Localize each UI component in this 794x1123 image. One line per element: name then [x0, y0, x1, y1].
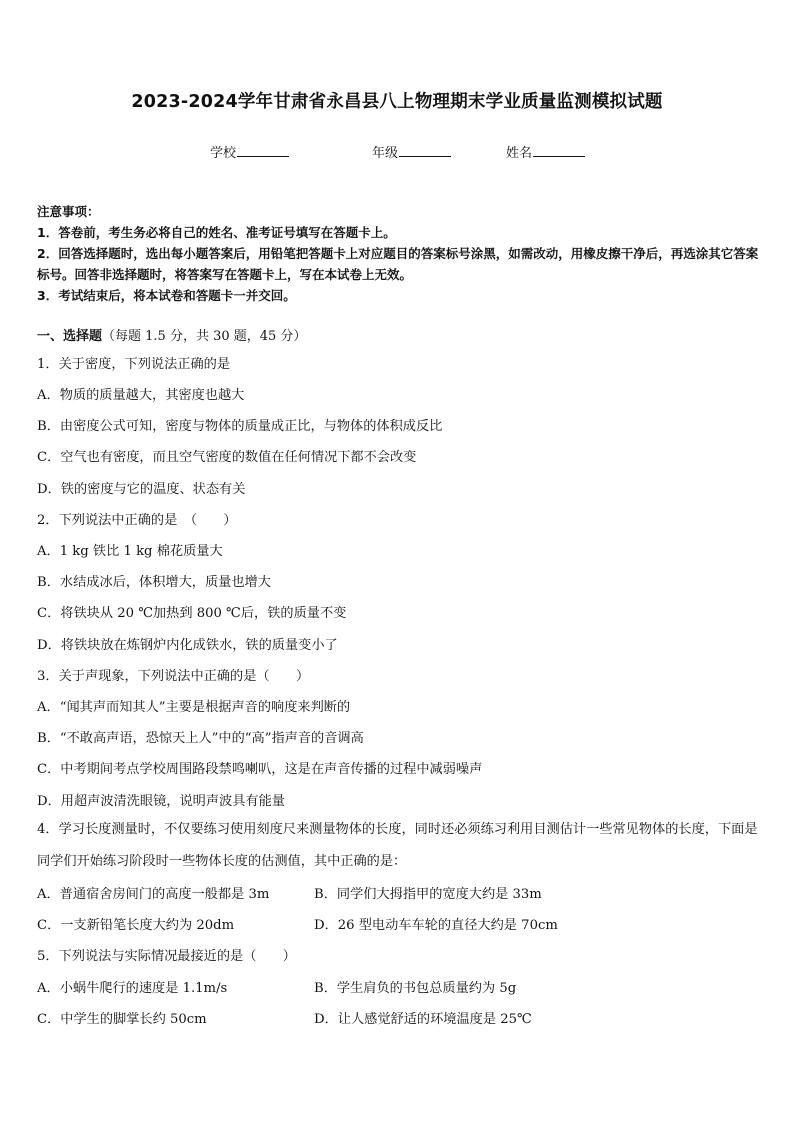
section-detail: （每题 1.5 分，共 30 题，45 分）	[102, 329, 307, 344]
question-3-option-c: C．中考期间考点学校周围路段禁鸣喇叭，这是在声音传播的过程中减弱噪声	[37, 762, 483, 777]
school-label: 学校	[210, 146, 237, 161]
grade-blank	[399, 144, 451, 157]
question-1-option-a: A．物质的质量越大，其密度也越大	[37, 388, 245, 403]
question-3-option-d: D．用超声波清洗眼镜，说明声波具有能量	[37, 794, 285, 809]
question-4-option-b: B．同学们大拇指甲的宽度大约是 33m	[314, 887, 542, 902]
question-1-option-d: D．铁的密度与它的温度、状态有关	[37, 482, 246, 497]
grade-field	[372, 142, 451, 161]
grade-label: 年级	[372, 146, 399, 161]
question-5-option-c: C．中学生的脚掌长约 50cm	[37, 1012, 207, 1027]
question-5-stem: 5．下列说法与实际情况最接近的是（ ）	[37, 949, 296, 964]
exam-title: 2023-2024学年甘肃省永昌县八上物理期末学业质量监测模拟试题	[131, 92, 663, 112]
question-3-option-a: A．“闻其声而知其人”主要是根据声音的响度来判断的	[37, 700, 351, 715]
question-3-option-b: B．“不敢高声语，恐惊天上人”中的“高”指声音的音调高	[37, 731, 364, 746]
question-5-option-b: B．学生肩负的书包总质量约为 5g	[314, 981, 517, 996]
question-4-option-a: A．普通宿舍房间门的高度一般都是 3m	[37, 887, 270, 902]
notes-heading: 注意事项：	[37, 204, 100, 219]
question-5-option-a: A．小蜗牛爬行的速度是 1.1m/s	[37, 981, 228, 996]
question-3-stem: 3．关于声现象，下列说法中正确的是（ ）	[37, 669, 310, 684]
question-4-stem: 4．学习长度测量时，不仅要练习使用刻度尺来测量物体的长度，同时还必须练习利用目测估计一些常见物体的长度，下面是同学们开始练习阶段时一些物体长度的估测值，其中正确的是：	[37, 822, 758, 869]
question-2-option-d: D．将铁块放在炼钢炉内化成铁水，铁的质量变小了	[37, 638, 338, 653]
question-2-option-a: A．1 kg 铁比 1 kg 棉花质量大	[37, 544, 223, 559]
question-4-option-c: C．一支新铅笔长度大约为 20dm	[37, 918, 235, 933]
note-item: 2．回答选择题时，选出每小题答案后，用铅笔把答题卡上对应题目的答案标号涂黑，如需改动，用橡皮擦干净后，再选涂其它答案标号。回答非选择题时，将答案写在答题卡上，写在本试卷上无效。	[37, 246, 759, 282]
question-2-stem: 2．下列说法中正确的是 （ ）	[37, 513, 237, 528]
name-label: 姓名	[506, 146, 533, 161]
notes	[37, 201, 759, 306]
note-item: 3．考试结束后，将本试卷和答题卡一并交回。	[37, 288, 296, 303]
question-1-stem: 1．关于密度，下列说法正确的是	[37, 357, 231, 372]
note-item: 1．答卷前，考生务必将自己的姓名、准考证号填写在答题卡上。	[37, 225, 396, 240]
name-blank	[533, 144, 585, 157]
name-field	[506, 142, 585, 161]
section-title: 一、选择题	[37, 329, 103, 344]
school-blank	[237, 144, 289, 157]
question-1-option-b: B．由密度公式可知，密度与物体的质量成正比，与物体的体积成反比	[37, 419, 443, 434]
question-4-option-d: D．26 型电动车车轮的直径大约是 70cm	[314, 918, 558, 933]
question-1-option-c: C．空气也有密度，而且空气密度的数值在任何情况下都不会改变	[37, 450, 417, 465]
question-2-option-c: C．将铁块从 20 ℃加热到 800 ℃后，铁的质量不变	[37, 606, 347, 621]
question-2-option-b: B．水结成冰后，体积增大，质量也增大	[37, 575, 271, 590]
school-field	[210, 142, 289, 161]
question-5-option-d: D．让人感觉舒适的环境温度是 25℃	[314, 1012, 532, 1027]
section-heading	[37, 325, 306, 344]
